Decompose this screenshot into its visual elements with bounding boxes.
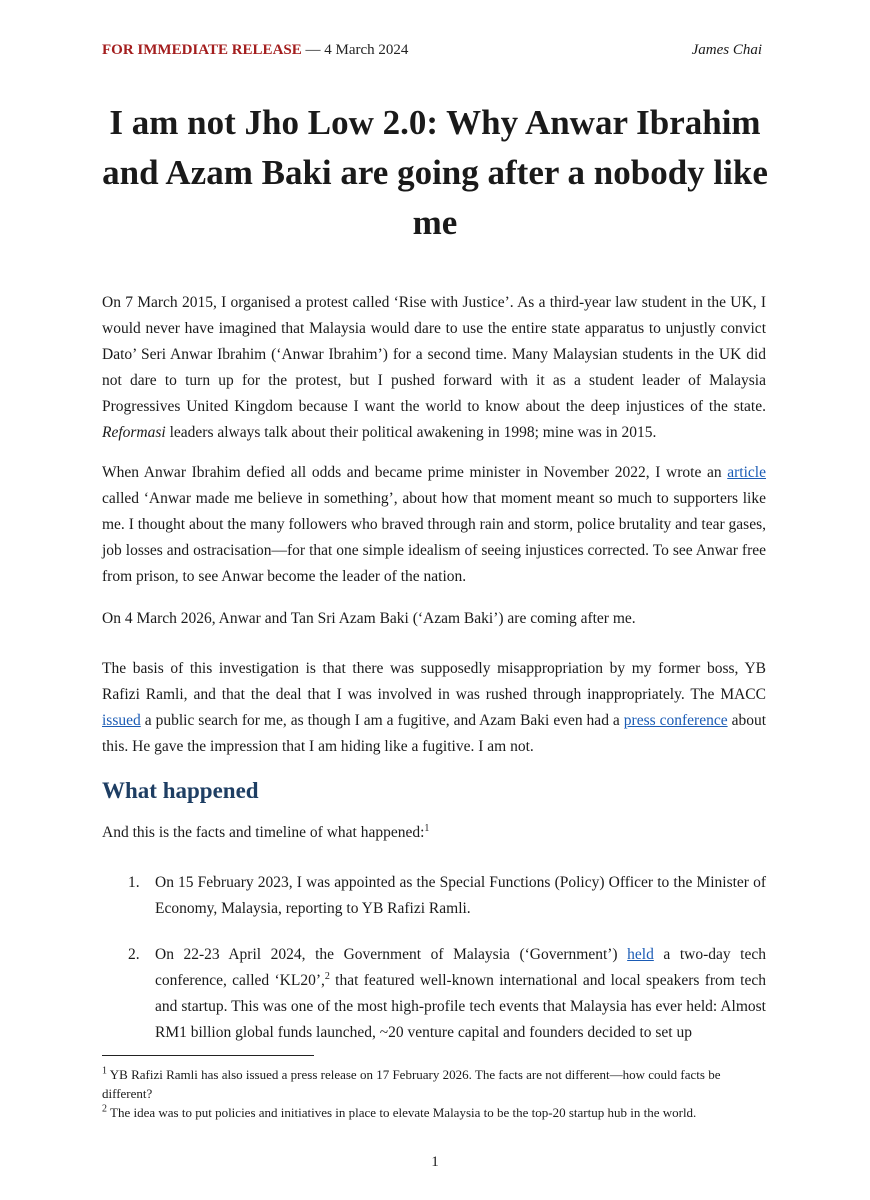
- footnote-1-number: 1: [102, 1065, 107, 1077]
- list-item-2-end: that featured well-known international and local speakers from tech and startup. This was one of the most high-profile tech events that Malaysia has ever held: Almost RM1 billion global funds launched, ~20 venture capital and founders decided to set up: [155, 972, 766, 1041]
- list-item-1: [102, 870, 766, 922]
- footnote-2: [102, 1103, 766, 1122]
- list-item-2-mid: a two-day tech conference, called ‘KL20’,: [155, 946, 766, 989]
- held-link[interactable]: held: [627, 946, 654, 963]
- list-item-2-text: [155, 942, 766, 1046]
- paragraph-2-text: When Anwar Ibrahim defied all odds and became prime minister in November 2022, I wrote an: [102, 464, 728, 481]
- press-conference-link[interactable]: press conference: [623, 712, 728, 729]
- paragraph-2: [102, 460, 766, 590]
- list-item-1-text: On 15 February 2023, I was appointed as the Special Functions (Policy) Officer to the Minister of Economy, Malaysia, reporting to YB Rafizi Ramli.: [155, 874, 766, 917]
- footnote-ref-1[interactable]: 1: [424, 822, 430, 834]
- reformasi-italic: Reformasi: [102, 424, 166, 441]
- paragraph-4-text: The basis of this investigation is that there was supposedly misappropriation by my former boss, YB Rafizi Ramli, and that the deal that I was involved in was rushed through inappropriately. The MACC: [102, 660, 766, 703]
- article-link[interactable]: article: [727, 464, 766, 481]
- release-date: — 4 March 2024: [301, 42, 409, 58]
- section-heading-what-happened: What happened: [102, 778, 259, 803]
- section-intro: [102, 820, 766, 846]
- list-item-2: [102, 942, 766, 1046]
- footnote-divider: [102, 1055, 314, 1056]
- footnote-1: [102, 1065, 766, 1103]
- footnote-ref-2[interactable]: 2: [324, 970, 330, 982]
- issued-link[interactable]: issued: [102, 712, 141, 729]
- paragraph-1: [102, 290, 766, 446]
- footnote-2-text: The idea was to put policies and initiatives in place to elevate Malaysia to be the top-20 startup hub in the world.: [107, 1105, 697, 1120]
- list-number-2: 2.: [128, 946, 140, 963]
- list-item-2-start: On 22-23 April 2024, the Government of Malaysia (‘Government’): [155, 946, 628, 963]
- list-number-1: 1.: [128, 874, 140, 891]
- section-intro-text: And this is the facts and timeline of what happened:: [102, 824, 425, 841]
- release-label: FOR IMMEDIATE RELEASE: [102, 42, 302, 58]
- paragraph-4-end: about this. He gave the impression that I am hiding like a fugitive. I am not.: [102, 712, 767, 755]
- paragraph-4-mid: a public search for me, as though I am a fugitive, and Azam Baki even had a: [140, 712, 624, 729]
- paragraph-2-end: called ‘Anwar made me believe in something’, about how that moment meant so much to supporters like me. I thought about the many followers who braved through rain and storm, police brutality and tear gases, job losses and ostracisation—for that one simple idealism of seeing injustices corrected. To see Anwar free from prison, to see Anwar become the leader of the nation.: [102, 490, 766, 585]
- page-number: 1: [431, 1154, 439, 1170]
- footnote-2-number: 2: [102, 1103, 107, 1115]
- paragraph-1-text: On 7 March 2015, I organised a protest called ‘Rise with Justice’. As a third-year law student in the UK, I would never have imagined that Malaysia would dare to use the entire state apparatus to unjustly convict Dato’ Seri Anwar Ibrahim (‘Anwar Ibrahim’) for a second time. Many Malaysian students in the UK did not dare to turn up for the protest, but I pushed forward with it as a student leader of Malaysia Progressives United Kingdom because I want the world to know about the deep injustices of the state.: [102, 294, 766, 415]
- paragraph-1-end: leaders always talk about their political awakening in 1998; mine was in 2015.: [165, 424, 657, 441]
- page-header: [102, 42, 762, 64]
- document-title: I am not Jho Low 2.0: Why Anwar Ibrahim and Azam Baki are going after a nobody like me: [102, 103, 768, 242]
- footnote-1-text: YB Rafizi Ramli has also issued a press release on 17 February 2026. The facts are not different—how could facts be different?: [102, 1067, 721, 1101]
- paragraph-3: On 4 March 2026, Anwar and Tan Sri Azam Baki (‘Azam Baki’) are coming after me.: [102, 610, 636, 627]
- paragraph-4: [102, 656, 766, 760]
- author-name: James Chai: [691, 42, 762, 58]
